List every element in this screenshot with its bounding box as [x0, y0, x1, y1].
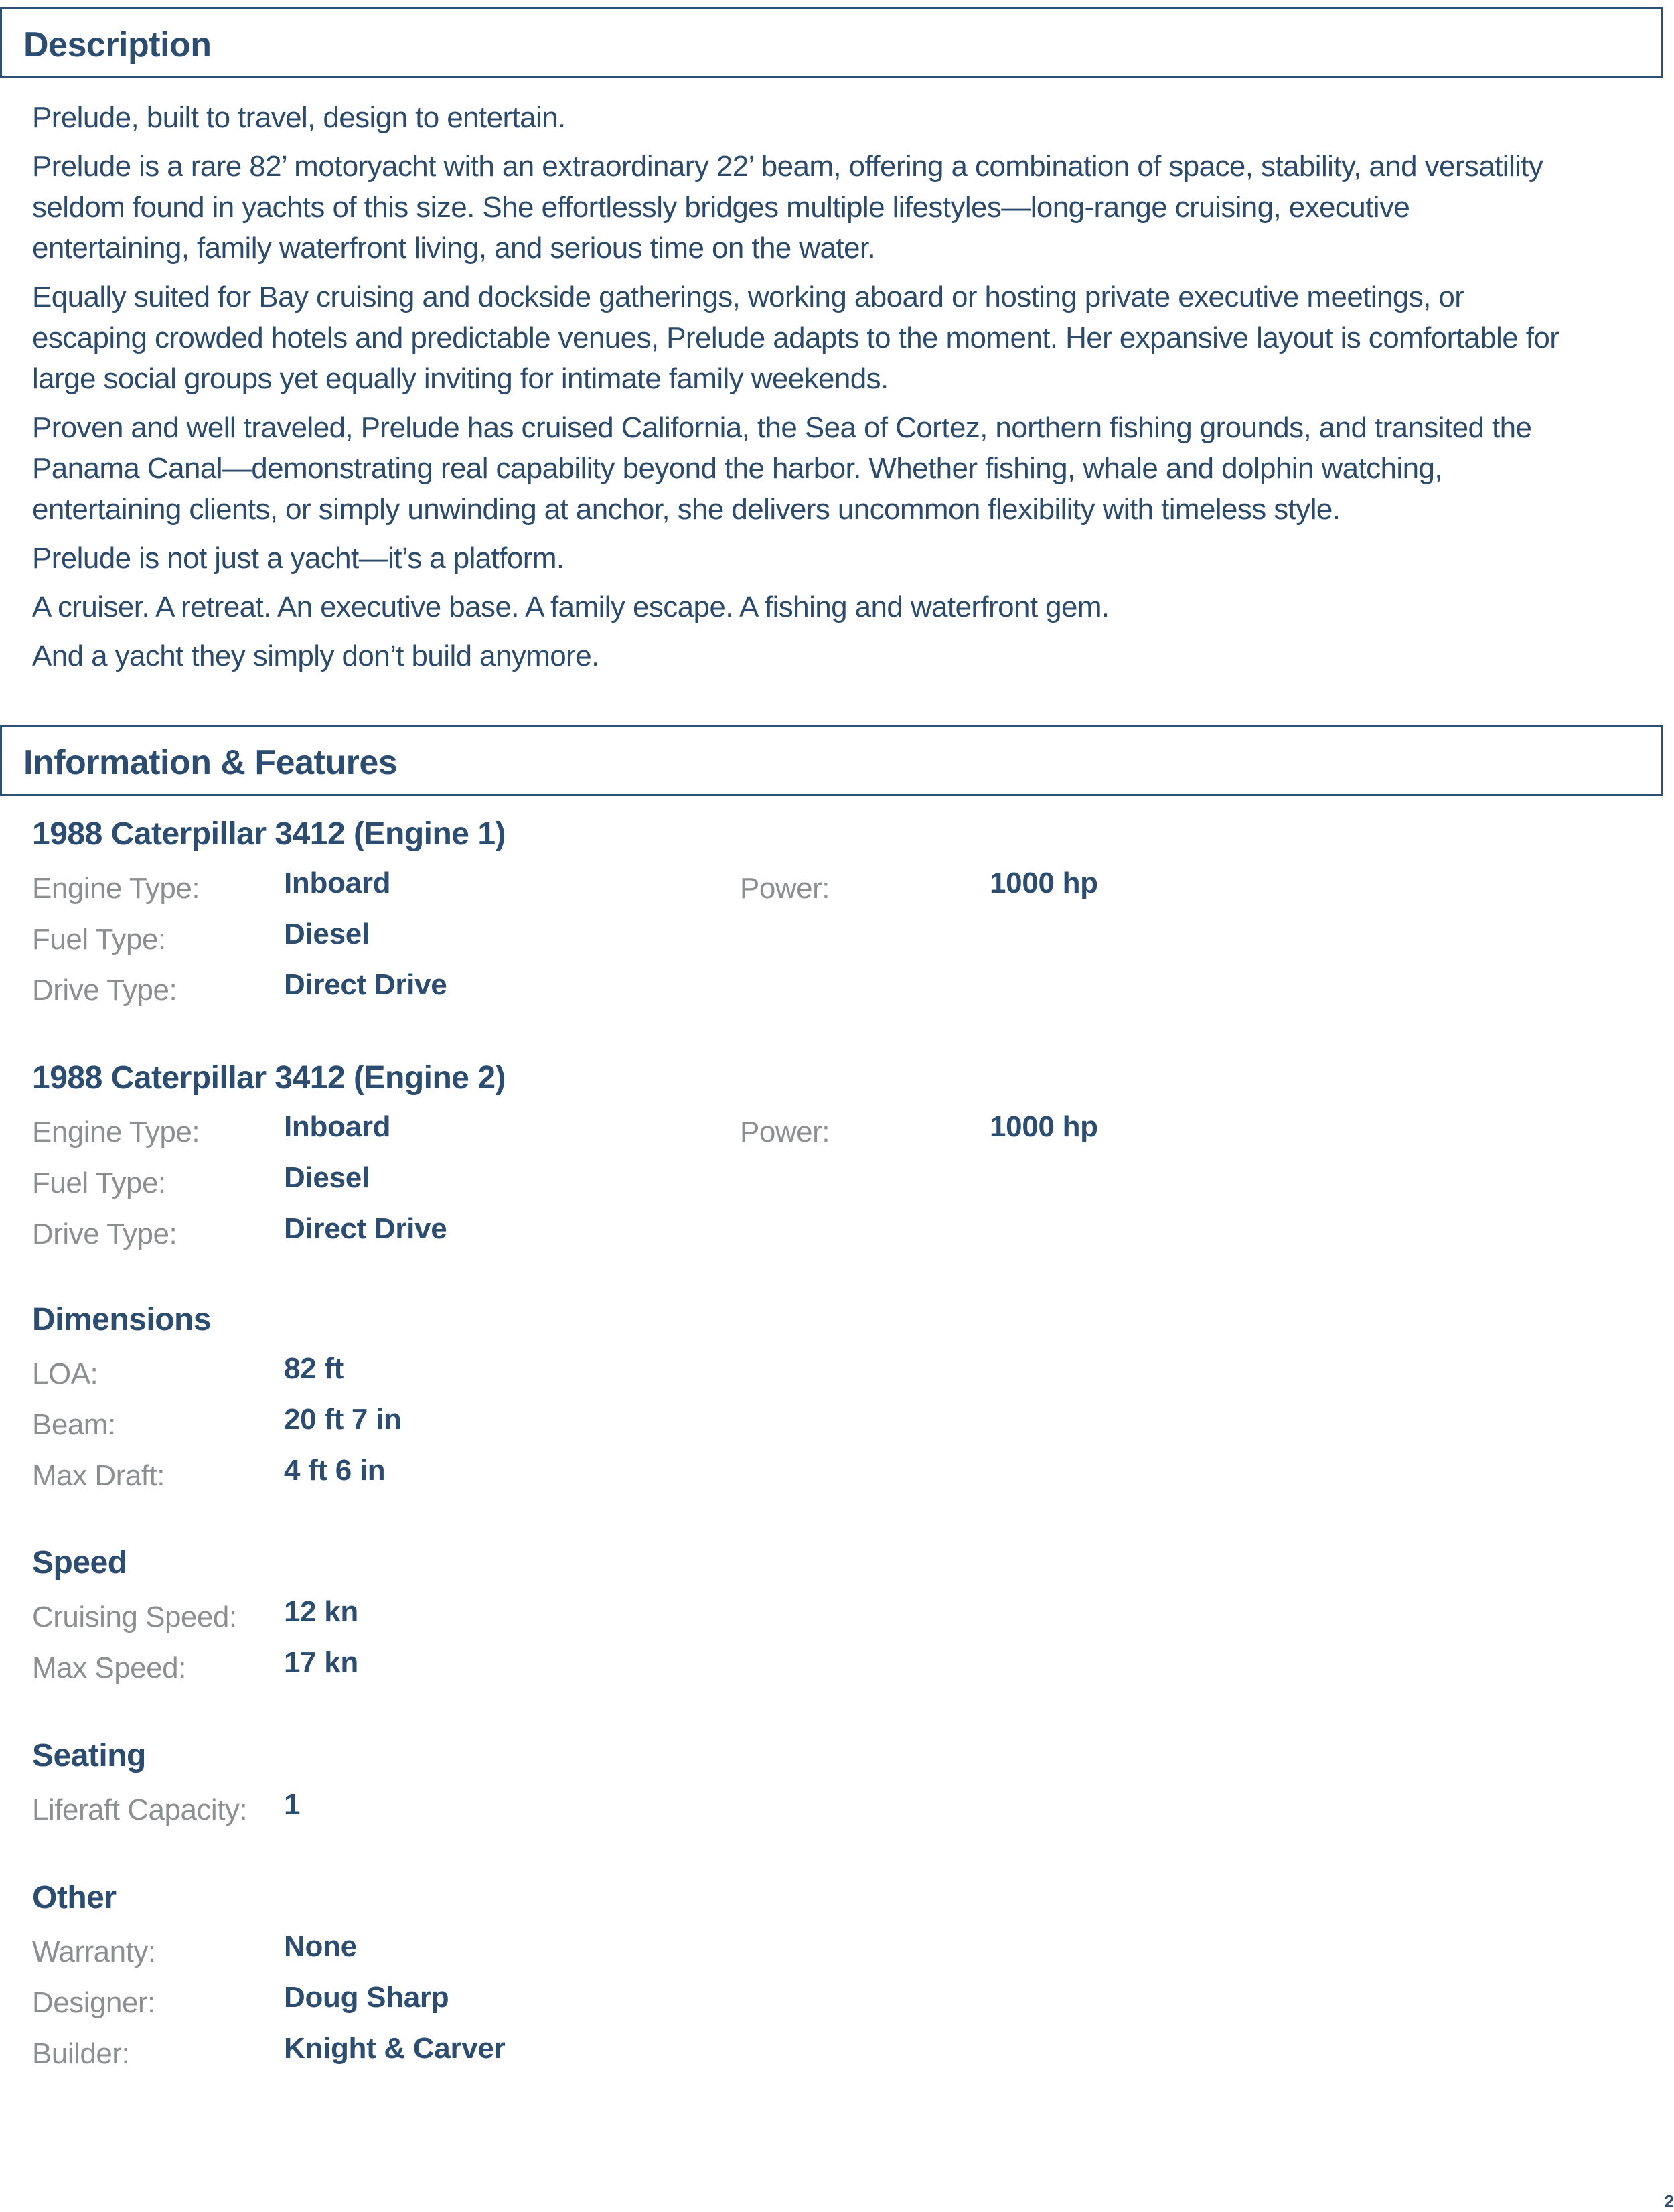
description-paragraph-line: Prelude is a rare 82’ motoryacht with an extraordinary 22’ beam, offering a combination of space, stability, and versatility	[32, 150, 1543, 183]
spec-value: Inboard	[284, 867, 391, 899]
description-paragraph-line: And a yacht they simply don’t build anymore.	[32, 640, 599, 672]
description-paragraph-line: entertaining, family waterfront living, and serious time on the water.	[32, 232, 876, 265]
description-paragraph-line: A cruiser. A retreat. An executive base. A family escape. A fishing and waterfront gem.	[32, 591, 1110, 623]
info-title: Information & Features	[23, 743, 398, 782]
spec-label: Beam:	[32, 1408, 116, 1441]
description-title: Description	[23, 25, 212, 64]
spec-value: Direct Drive	[284, 1212, 447, 1245]
spec-label: Engine Type:	[32, 872, 200, 905]
spec-label: Fuel Type:	[32, 1167, 166, 1199]
spec-value: None	[284, 1930, 357, 1963]
description-header	[0, 7, 1663, 78]
spec-value: Doug Sharp	[284, 1981, 449, 2014]
spec-label: LOA:	[32, 1357, 98, 1390]
page-number: 2	[1664, 2191, 1674, 2211]
spec-value: 17 kn	[284, 1646, 359, 1679]
spec-label: Engine Type:	[32, 1116, 200, 1149]
info-header	[0, 725, 1663, 796]
spec-label: Drive Type:	[32, 974, 177, 1007]
section-heading: Other	[32, 1880, 117, 1915]
spec-value: 1	[284, 1788, 301, 1821]
spec-value: Inboard	[284, 1110, 391, 1143]
spec-label: Drive Type:	[32, 1218, 177, 1250]
spec-value: Knight & Carver	[284, 2032, 506, 2065]
spec-label: Liferaft Capacity:	[32, 1793, 248, 1826]
spec-value: Diesel	[284, 1161, 370, 1194]
spec-value: 82 ft	[284, 1352, 344, 1385]
section-heading: Seating	[32, 1738, 146, 1773]
description-paragraph-line: Panama Canal—demonstrating real capability beyond the harbor. Whether fishing, whale and dolphin watching,	[32, 452, 1442, 485]
description-paragraph-line: escaping crowded hotels and predictable venues, Prelude adapts to the moment. Her expansive layout is comfortable for	[32, 321, 1559, 354]
spec-value: 1000 hp	[990, 867, 1098, 899]
spec-value: 4 ft 6 in	[284, 1454, 386, 1487]
description-paragraph-line: Prelude, built to travel, design to entertain.	[32, 101, 566, 134]
spec-value: 1000 hp	[990, 1110, 1098, 1143]
spec-value: Diesel	[284, 917, 370, 950]
section-heading: Speed	[32, 1545, 127, 1580]
section-heading: 1988 Caterpillar 3412 (Engine 1)	[32, 816, 506, 852]
description-paragraph-line: large social groups yet equally inviting for intimate family weekends.	[32, 362, 889, 395]
spec-label: Fuel Type:	[32, 923, 166, 956]
spec-label: Builder:	[32, 2037, 130, 2070]
spec-label: Power:	[740, 1116, 830, 1149]
spec-value: Direct Drive	[284, 968, 447, 1001]
spec-label: Designer:	[32, 1986, 155, 2019]
description-paragraph-line: entertaining clients, or simply unwinding at anchor, she delivers uncommon flexibility with timeless style.	[32, 493, 1341, 526]
description-paragraph-line: Proven and well traveled, Prelude has cruised California, the Sea of Cortez, northern fishing grounds, and transited the	[32, 411, 1532, 444]
spec-label: Max Speed:	[32, 1651, 186, 1684]
spec-label: Power:	[740, 872, 830, 905]
description-paragraph-line: Equally suited for Bay cruising and dockside gatherings, working aboard or hosting private executive meetings, or	[32, 281, 1464, 313]
spec-label: Cruising Speed:	[32, 1601, 237, 1633]
spec-label: Warranty:	[32, 1935, 156, 1968]
description-paragraph-line: Prelude is not just a yacht—it’s a platform.	[32, 542, 564, 575]
section-heading: Dimensions	[32, 1302, 212, 1337]
description-paragraph-line: seldom found in yachts of this size. She effortlessly bridges multiple lifestyles—long-range cruising, executive	[32, 191, 1410, 224]
spec-value: 12 kn	[284, 1595, 359, 1628]
section-heading: 1988 Caterpillar 3412 (Engine 2)	[32, 1060, 506, 1096]
spec-value: 20 ft 7 in	[284, 1403, 402, 1436]
spec-label: Max Draft:	[32, 1459, 165, 1492]
